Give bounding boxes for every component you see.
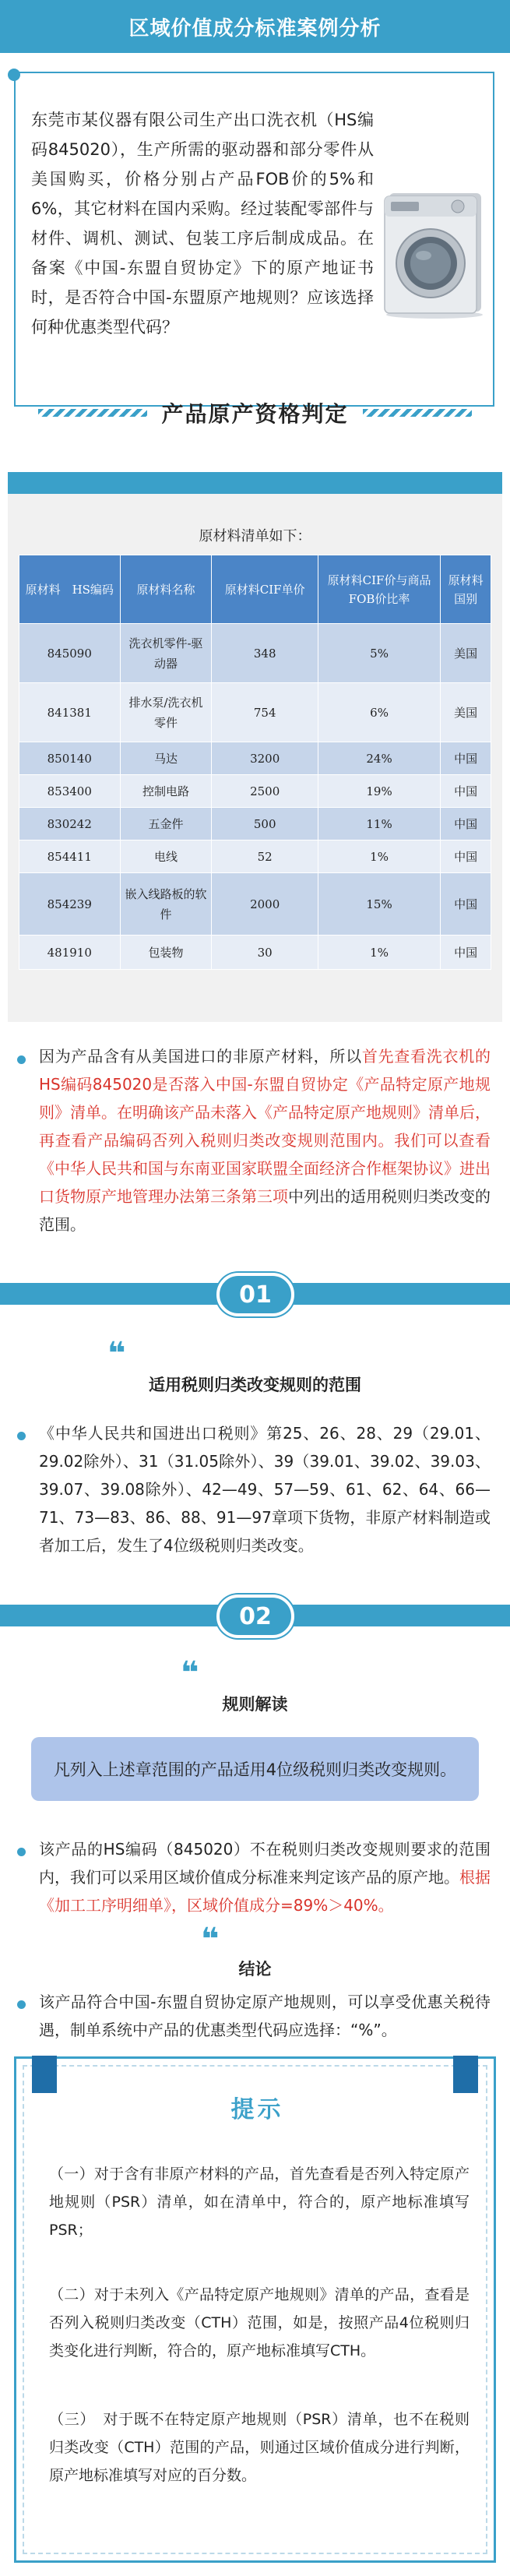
tip-item-3: （三） 对于既不在特定原产地规则（PSR）清单，也不在税则归类改变（CTH）范围的产品，则通过区域价值成分进行判断，原产地标准填写对应的百分数。 [49,2411,470,2484]
rule-text: 凡列入上述章范围的产品适用4位级税则归类改变规则。 [53,1760,457,1779]
table-cell: 排水泵/洗衣机零件 [120,683,212,742]
table-cell: 中国 [441,742,491,775]
table-cell: 854239 [19,873,121,936]
table-cell: 2000 [212,873,318,936]
table-cell: 美国 [441,624,491,683]
case-text: 东莞市某仪器有限公司生产出口洗衣机（HS编码845020），生产所需的驱动器和部分零件从美国购买，价格分别占产品FOB价的5%和6%，其它材料在国内采购。经过装配零部件与材件、调机、测试、包装工序后制成成品。在备案《中国-东盟自贸协定》下的原产地证书时，是否符合中国-东盟原产地规则？应该选择何种优惠类型代码？ [31,111,374,337]
table-cell: 850140 [19,742,121,775]
column-header: 原材料CIF价与商品FOB价比率 [318,555,440,624]
table-cell: 美国 [441,683,491,742]
step-number: 02 [239,1602,272,1630]
step-number: 01 [239,1281,272,1309]
column-header: 原材料CIF单价 [212,555,318,624]
table-row [19,873,491,936]
table-cell: 1% [318,936,440,970]
tips-box [14,2056,496,2563]
column-header: 原材料 HS编码 [19,555,121,624]
table-cell: 嵌入线路板的软件 [120,873,212,936]
table-cell: 24% [318,742,440,775]
section-title-text: 产品原产资格判定 [161,401,349,427]
table-row [19,808,491,840]
table-cell: 30 [212,936,318,970]
step1-title: 适用税则归类改变规则的范围 [149,1376,361,1394]
tip-item-1: （一）对于含有非原产材料的产品，首先查看是否列入特定原产地规则（PSR）清单，如在清单中，符合的，原产地标准填写PSR； [49,2165,470,2239]
step2-text [39,1835,491,1919]
table-cell: 洗衣机零件-驱动器 [120,624,212,683]
page-title: 区域价值成分标准案例分析 [128,16,382,41]
table-cell: 6% [318,683,440,742]
table-cell: 500 [212,808,318,840]
materials-table [19,555,491,970]
table-cell: 52 [212,840,318,873]
table-row [19,683,491,742]
quote-mark-icon: ❝ [181,1655,199,1691]
table-cell: 中国 [441,840,491,873]
analysis-text: 因为产品含有从美国进口的非原产材料，所以 [39,1047,362,1066]
table-cell: 754 [212,683,318,742]
table-cell: 19% [318,775,440,808]
quote-mark-icon: ❝ [201,1922,220,1958]
column-header: 原材料名称 [120,555,212,624]
tips-title: 提示 [230,2096,284,2123]
section-title [0,393,510,432]
rule-box [31,1737,479,1801]
table-cell: 中国 [441,936,491,970]
table-cell: 包装物 [120,936,212,970]
table-cell: 1% [318,840,440,873]
table-cell: 841381 [19,683,121,742]
step-badge-2 [216,1595,294,1638]
table-band [8,472,502,494]
analysis-highlight: 首先查看洗衣机的HS编码845020是否落入中国-东盟自贸协定《产品特定原产地规则》清单。在明确该产品未落入《产品特定原产地规则》清单后，再查看产品编码否列入税则归类改变规则范围内。我们可以查看《中华人民共和国与东南亚国家联盟全面经济合作框架协议》进出口货物原产地管理办法第三条第三项 [39,1047,491,1206]
table-cell: 830242 [19,808,121,840]
tab-marker-icon [32,2056,57,2093]
table-cell: 马达 [120,742,212,775]
step2-highlight: 根据《加工工序明细单》，区域价值成分=89%＞40%。 [39,1868,491,1915]
tab-marker-icon [453,2056,478,2093]
conclusion-text: 该产品符合中国-东盟自贸协定原产地规则，可以享受优惠关税待遇，制单系统中产品的优惠类型代码应选择：“%”。 [39,1993,491,2039]
case-bullet-icon [8,69,20,81]
step1-text: 《中华人民共和国进出口税则》第25、26、28、29（29.01、29.02除外）、31（31.05除外）、39（39.01、39.02、39.03、39.07、39.08除外）、42—49、57—59、61、62、64、66—71、73—83、86、88、91—97章项下货物，非原产材料制造或者加工后，发生了4位级税则归类改变。 [39,1424,491,1555]
table-cell: 5% [318,624,440,683]
step-badge-1 [216,1273,294,1316]
column-header: 原材料国别 [441,555,491,624]
table-header-row [19,555,491,624]
tip-item-2: （二）对于未列入《产品特定原产地规则》清单的产品，查看是否列入税则归类改变（CTH）范围，如是，按照产品4位税则归类变化进行判断，符合的，原产地标准填写CTH。 [49,2286,470,2359]
table-cell: 854411 [19,840,121,873]
table-cell: 2500 [212,775,318,808]
step2-title: 规则解读 [222,1695,288,1714]
bullet-dot-icon [17,1432,26,1440]
table-cell: 15% [318,873,440,936]
table-cell: 853400 [19,775,121,808]
washing-machine-icon [374,187,491,319]
table-caption: 原材料清单如下： [199,528,311,544]
conclusion-title: 结论 [238,1960,272,1979]
table-cell: 中国 [441,873,491,936]
analysis-text-end: 中列出的适用税则归类改变的范围。 [39,1187,491,1234]
step2-text-a: 该产品的HS编码（845020）不在税则归类改变规则要求的范围内，我们可以采用区域价值成分标准来判定该产品的原产地。 [39,1840,491,1887]
table-cell: 348 [212,624,318,683]
table-cell: 中国 [441,775,491,808]
header-banner [0,0,510,53]
bullet-dot-icon [17,1848,26,1856]
table-cell: 中国 [441,808,491,840]
table-cell: 控制电路 [120,775,212,808]
analysis-paragraph [39,1042,491,1239]
table-cell: 481910 [19,936,121,970]
table-row [19,742,491,775]
stripe-decoration-icon [363,409,472,417]
stripe-decoration-icon [38,409,147,417]
quote-mark-icon: ❝ [107,1336,126,1372]
materials-panel [8,494,502,1022]
table-row [19,840,491,873]
table-row [19,936,491,970]
bullet-dot-icon [17,1055,26,1064]
table-cell: 五金件 [120,808,212,840]
table-cell: 11% [318,808,440,840]
table-cell: 845090 [19,624,121,683]
table-row [19,624,491,683]
table-row [19,775,491,808]
bullet-dot-icon [17,2000,26,2009]
table-cell: 电线 [120,840,212,873]
table-cell: 3200 [212,742,318,775]
